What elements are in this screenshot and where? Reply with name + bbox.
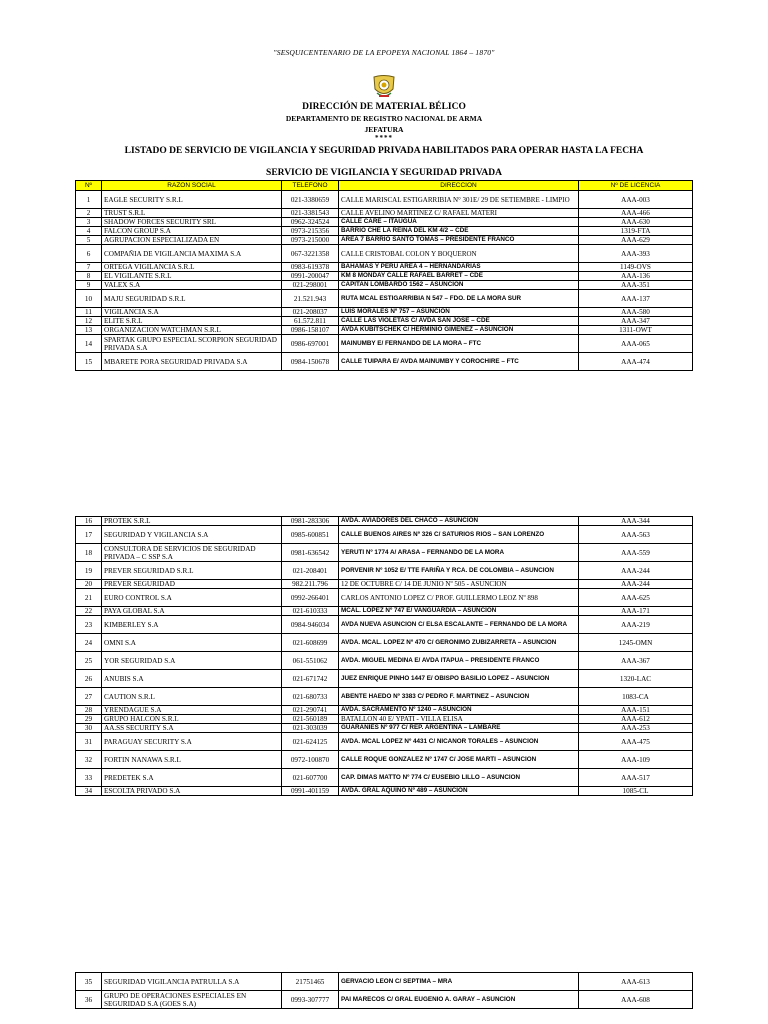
phone-cell: 982.211.796 [282, 580, 339, 589]
company-name-cell: GRUPO DE OPERACIONES ESPECIALES EN SEGURIDAD S.A (GOES S.A) [102, 991, 282, 1009]
license-number-cell: AAA-065 [579, 335, 693, 353]
column-header-phone: TELEFONO [282, 181, 339, 191]
table-row [76, 769, 693, 787]
address-cell: AREA 7 BARRIO SANTO TOMAS – PRESIDENTE FRANCO [339, 236, 579, 245]
company-name-cell: SEGURIDAD Y VIGILANCIA S.A [102, 526, 282, 544]
company-name-cell: MBARETE PORA SEGURIDAD PRIVADA S.A [102, 353, 282, 371]
company-name-cell: ORTEGA VIGILANCIA S.R.L [102, 263, 282, 272]
table-row [76, 670, 693, 688]
license-number-cell: 1083-CA [579, 688, 693, 706]
address-cell: CAP. DIMAS MATTO Nº 774 C/ EUSEBIO LILLO – ASUNCION [339, 769, 579, 787]
company-name-cell: PREVER SEGURIDAD S.R.L [102, 562, 282, 580]
table-row [76, 353, 693, 371]
phone-cell: 0984-946034 [282, 616, 339, 634]
company-name-cell: YOR SEGURIDAD S.A [102, 652, 282, 670]
phone-cell: 21.521.943 [282, 290, 339, 308]
address-cell: AVDA. SACRAMENTO Nº 1240 – ASUNCION [339, 706, 579, 715]
phone-cell: 0981-636542 [282, 544, 339, 562]
address-cell: CALLE MARISCAL ESTIGARRIBIA N° 301E/ 29 DE SETIEMBRE - LIMPIO [339, 191, 579, 209]
license-number-cell: AAA-630 [579, 218, 693, 227]
address-cell: AVDA. MCAL. LOPEZ Nº 470 C/ GERONIMO ZUBIZARRETA – ASUNCION [339, 634, 579, 652]
table-row [76, 191, 693, 209]
table-row [76, 973, 693, 991]
phone-cell: 0972-100870 [282, 751, 339, 769]
address-cell: PAI MARECOS C/ GRAL EUGENIO A. GARAY – ASUNCION [339, 991, 579, 1009]
company-name-cell: SPARTAK GRUPO ESPECIAL SCORPION SEGURIDAD PRIVADA S.A [102, 335, 282, 353]
company-name-cell: TRUST S.R.L [102, 209, 282, 218]
section-title: SERVICIO DE VIGILANCIA Y SEGURIDAD PRIVADA [266, 168, 502, 178]
company-name-cell: FORTIN NANAWA S.R.L [102, 751, 282, 769]
address-cell: AVDA KUBITSCHEK C/ HERMINIO GIMENEZ – ASUNCION [339, 326, 579, 335]
company-name-cell: ORGANIZACION WATCHMAN S.R.L [102, 326, 282, 335]
phone-cell: 0984-150678 [282, 353, 339, 371]
phone-cell: 021-303039 [282, 724, 339, 733]
row-number-cell: 26 [76, 670, 102, 688]
company-name-cell: VALEX S.A [102, 281, 282, 290]
row-number-cell: 14 [76, 335, 102, 353]
license-number-cell: AAA-244 [579, 580, 693, 589]
table-row [76, 706, 693, 715]
phone-cell: 021-607700 [282, 769, 339, 787]
address-cell: CALLE TUIPARA E/ AVDA MAINUMBY Y COROCHIRE – FTC [339, 353, 579, 371]
address-cell: AVDA NUEVA ASUNCION C/ ELSA ESCALANTE – FERNANDO DE LA MORA [339, 616, 579, 634]
table-row [76, 308, 693, 317]
address-cell: YERUTI Nº 1774 A/ ARASA – FERNANDO DE LA MORA [339, 544, 579, 562]
row-number-cell: 21 [76, 589, 102, 607]
table-row [76, 245, 693, 263]
address-cell: CALLE LAS VIOLETAS C/ AVDA SAN JOSE – CDE [339, 317, 579, 326]
license-number-cell: AAA-253 [579, 724, 693, 733]
license-number-cell: AAA-466 [579, 209, 693, 218]
table-row [76, 272, 693, 281]
table-row [76, 688, 693, 706]
license-number-cell: AAA-003 [579, 191, 693, 209]
license-number-cell: AAA-517 [579, 769, 693, 787]
phone-cell: 0962-324524 [282, 218, 339, 227]
phone-cell: 021-624125 [282, 733, 339, 751]
company-name-cell: SHADOW FORCES SECURITY SRL [102, 218, 282, 227]
address-cell: GERVACIO LEON C/ SEPTIMA – MRA [339, 973, 579, 991]
phone-cell: 0992-266401 [282, 589, 339, 607]
table-row [76, 733, 693, 751]
table-row [76, 607, 693, 616]
row-number-cell: 19 [76, 562, 102, 580]
row-number-cell: 23 [76, 616, 102, 634]
license-number-cell: 1245-OMN [579, 634, 693, 652]
stars-separator: **** [375, 134, 393, 142]
table-row [76, 209, 693, 218]
phone-cell: 61.572.811 [282, 317, 339, 326]
license-number-cell: AAA-219 [579, 616, 693, 634]
phone-cell: 0986-697001 [282, 335, 339, 353]
table-row [76, 526, 693, 544]
license-number-cell: AAA-580 [579, 308, 693, 317]
address-cell: JUEZ ENRIQUE PINHO 1447 E/ OBISPO BASILIO LOPEZ – ASUNCION [339, 670, 579, 688]
row-number-cell: 5 [76, 236, 102, 245]
company-name-cell: OMNI S.A [102, 634, 282, 652]
license-number-cell: AAA-137 [579, 290, 693, 308]
phone-cell: 021-208037 [282, 308, 339, 317]
address-cell: AVDA. GRAL AQUINO Nº 489 – ASUNCION [339, 787, 579, 796]
column-header-license-number: Nº DE LICENCIA [579, 181, 693, 191]
license-number-cell: AAA-613 [579, 973, 693, 991]
department-title: DEPARTAMENTO DE REGISTRO NACIONAL DE ARMA [285, 114, 483, 123]
address-cell: AVDA. AVIADORES DEL CHACO – ASUNCION [339, 517, 579, 526]
company-name-cell: PAYA GLOBAL S.A [102, 607, 282, 616]
license-number-cell: AAA-244 [579, 562, 693, 580]
address-cell: 12 DE OCTUBRE C/ 14 DE JUNIO Nº 505 - ASUNCION [339, 580, 579, 589]
company-name-cell: ESCOLTA PRIVADO S.A [102, 787, 282, 796]
license-number-cell: AAA-393 [579, 245, 693, 263]
phone-cell: 021-3380659 [282, 191, 339, 209]
phone-cell: 0981-283306 [282, 517, 339, 526]
address-cell: CALLE CRISTOBAL COLON Y BOQUERON [339, 245, 579, 263]
license-number-cell: 1319-FTA [579, 227, 693, 236]
address-cell: AVDA. MIGUEL MEDINA E/ AVDA ITAPUA – PRESIDENTE FRANCO [339, 652, 579, 670]
phone-cell: 0985-600851 [282, 526, 339, 544]
row-number-cell: 3 [76, 218, 102, 227]
company-name-cell: VIGILANCIA S.A [102, 308, 282, 317]
row-number-cell: 2 [76, 209, 102, 218]
row-number-cell: 13 [76, 326, 102, 335]
office-title: JEFATURA [364, 125, 404, 134]
company-name-cell: AGRUPACION ESPECIALIZADA EN [102, 236, 282, 245]
address-cell: BATALLON 40 E/ YPATI - VILLA ELISA [339, 715, 579, 724]
phone-cell: 021-290741 [282, 706, 339, 715]
license-number-cell: AAA-367 [579, 652, 693, 670]
license-number-cell: AAA-347 [579, 317, 693, 326]
company-name-cell: AA.SS SECURITY S.A [102, 724, 282, 733]
row-number-cell: 33 [76, 769, 102, 787]
row-number-cell: 17 [76, 526, 102, 544]
table-row [76, 715, 693, 724]
row-number-cell: 6 [76, 245, 102, 263]
company-name-cell: KIMBERLEY S.A [102, 616, 282, 634]
company-name-cell: PREVER SEGURIDAD [102, 580, 282, 589]
table-row [76, 562, 693, 580]
address-cell: PORVENIR Nº 1052 E/ TTE FARIÑA Y RCA. DE COLOMBIA – ASUNCION [339, 562, 579, 580]
column-header-row-number: Nº [76, 181, 102, 191]
phone-cell: 021-3381543 [282, 209, 339, 218]
license-number-cell: AAA-559 [579, 544, 693, 562]
table-row [76, 787, 693, 796]
row-number-cell: 11 [76, 308, 102, 317]
row-number-cell: 34 [76, 787, 102, 796]
row-number-cell: 8 [76, 272, 102, 281]
license-number-cell: AAA-612 [579, 715, 693, 724]
phone-cell: 0991-200047 [282, 272, 339, 281]
table-row [76, 580, 693, 589]
table-row [76, 227, 693, 236]
license-number-cell: AAA-151 [579, 706, 693, 715]
row-number-cell: 15 [76, 353, 102, 371]
company-name-cell: PROTEK S.R.L [102, 517, 282, 526]
license-number-cell: 1311-OWT [579, 326, 693, 335]
table-row [76, 634, 693, 652]
address-cell: CALLE ROQUE GONZALEZ Nº 1747 C/ JOSE MARTI – ASUNCION [339, 751, 579, 769]
license-number-cell: AAA-351 [579, 281, 693, 290]
address-cell: MCAL. LOPEZ Nº 747 E/ VANGUARDIA – ASUNCION [339, 607, 579, 616]
company-name-cell: YRENDAGUE S.A [102, 706, 282, 715]
row-number-cell: 35 [76, 973, 102, 991]
table-row [76, 751, 693, 769]
phone-cell: 021-610333 [282, 607, 339, 616]
table-row [76, 652, 693, 670]
phone-cell: 0973-215000 [282, 236, 339, 245]
phone-cell: 021-298001 [282, 281, 339, 290]
license-number-cell: AAA-474 [579, 353, 693, 371]
license-number-cell: AAA-563 [579, 526, 693, 544]
company-name-cell: SEGURIDAD VIGILANCIA PATRULLA S.A [102, 973, 282, 991]
license-number-cell: AAA-344 [579, 517, 693, 526]
phone-cell: 0986-158107 [282, 326, 339, 335]
address-cell: CALLE BUENOS AIRES Nº 326 C/ SATURIOS RIOS – SAN LORENZO [339, 526, 579, 544]
company-name-cell: GRUPO HALCON S.R.L [102, 715, 282, 724]
row-number-cell: 27 [76, 688, 102, 706]
license-number-cell: AAA-475 [579, 733, 693, 751]
company-name-cell: ANUBIS S.A [102, 670, 282, 688]
row-number-cell: 18 [76, 544, 102, 562]
license-number-cell: 1149-OVS [579, 263, 693, 272]
company-name-cell: CONSULTORA DE SERVICIOS DE SEGURIDAD PRIVADA – C SSP S.A [102, 544, 282, 562]
row-number-cell: 1 [76, 191, 102, 209]
row-number-cell: 31 [76, 733, 102, 751]
company-name-cell: ELITE S.R.L [102, 317, 282, 326]
table-row [76, 317, 693, 326]
row-number-cell: 36 [76, 991, 102, 1009]
row-number-cell: 32 [76, 751, 102, 769]
address-cell: CALLE CARE – ITAUGUA [339, 218, 579, 227]
license-number-cell: AAA-136 [579, 272, 693, 281]
row-number-cell: 4 [76, 227, 102, 236]
phone-cell: 061-551062 [282, 652, 339, 670]
address-cell: AVDA. MCAL LOPEZ Nº 4431 C/ NICANOR TORALES – ASUNCION [339, 733, 579, 751]
phone-cell: 021-208401 [282, 562, 339, 580]
company-name-cell: FALCON GROUP S.A [102, 227, 282, 236]
company-name-cell: EL VIGILANTE S.R.L [102, 272, 282, 281]
license-number-cell: 1085-CL [579, 787, 693, 796]
company-name-cell: MAJU SEGURIDAD S.R.L [102, 290, 282, 308]
table-row [76, 335, 693, 353]
phone-cell: 021-608699 [282, 634, 339, 652]
table-row [76, 724, 693, 733]
address-cell: CALLE AVELINO MARTINEZ C/ RAFAEL MATERI [339, 209, 579, 218]
phone-cell: 067-3221358 [282, 245, 339, 263]
list-title: LISTADO DE SERVICIO DE VIGILANCIA Y SEGURIDAD PRIVADA HABILITADOS PARA OPERAR HASTA LA FECHA [124, 146, 644, 156]
address-cell: GUARANIES Nº 977 C/ REP. ARGENTINA – LAMBARE [339, 724, 579, 733]
license-number-cell: AAA-629 [579, 236, 693, 245]
license-number-cell: AAA-625 [579, 589, 693, 607]
table-row [76, 281, 693, 290]
company-name-cell: PARAGUAY SECURITY S.A [102, 733, 282, 751]
phone-cell: 021-560189 [282, 715, 339, 724]
row-number-cell: 22 [76, 607, 102, 616]
table-row [76, 290, 693, 308]
table-row [76, 236, 693, 245]
row-number-cell: 25 [76, 652, 102, 670]
phone-cell: 0993-307777 [282, 991, 339, 1009]
phone-cell: 0983-619378 [282, 263, 339, 272]
licenses-table-part-1 [75, 180, 693, 371]
licenses-table-part-2 [75, 516, 693, 796]
address-cell: BARRIO CHE LA REINA DEL KM 4/2 – CDE [339, 227, 579, 236]
row-number-cell: 16 [76, 517, 102, 526]
license-number-cell: 1320-LAC [579, 670, 693, 688]
table-row [76, 263, 693, 272]
phone-cell: 0991-401159 [282, 787, 339, 796]
row-number-cell: 9 [76, 281, 102, 290]
column-header-address: DIRECCION [339, 181, 579, 191]
row-number-cell: 29 [76, 715, 102, 724]
phone-cell: 21751465 [282, 973, 339, 991]
row-number-cell: 20 [76, 580, 102, 589]
phone-cell: 021-680733 [282, 688, 339, 706]
company-name-cell: COMPAÑIA DE VIGILANCIA MAXIMA S.A [102, 245, 282, 263]
company-name-cell: PREDETEK S.A [102, 769, 282, 787]
licenses-table-part-3 [75, 972, 693, 1009]
table-row [76, 544, 693, 562]
table-row [76, 326, 693, 335]
address-cell: LUIS MORALES Nº 757 – ASUNCION [339, 308, 579, 317]
column-header-company-name: RAZON SOCIAL [102, 181, 282, 191]
address-cell: BAHAMAS Y PERU AREA 4 – HERNANDARIAS [339, 263, 579, 272]
company-name-cell: CAUTION S.R.L [102, 688, 282, 706]
license-number-cell: AAA-109 [579, 751, 693, 769]
company-name-cell: EAGLE SECURITY S.R.L [102, 191, 282, 209]
table-row [76, 991, 693, 1009]
row-number-cell: 24 [76, 634, 102, 652]
table-row [76, 616, 693, 634]
table-header-row [76, 181, 693, 191]
phone-cell: 0973-215356 [282, 227, 339, 236]
address-cell: MAINUMBY E/ FERNANDO DE LA MORA – FTC [339, 335, 579, 353]
address-cell: ABENTE HAEDO Nº 3383 C/ PEDRO F. MARTINEZ – ASUNCION [339, 688, 579, 706]
address-cell: CARLOS ANTONIO LOPEZ C/ PROF. GUILLERMO LEOZ Nº 898 [339, 589, 579, 607]
motto: "SESQUICENTENARIO DE LA EPOPEYA NACIONAL 1864 – 1870" [273, 48, 495, 57]
row-number-cell: 10 [76, 290, 102, 308]
table-row [76, 589, 693, 607]
table-row [76, 517, 693, 526]
row-number-cell: 12 [76, 317, 102, 326]
address-cell: RUTA MCAL ESTIGARRIBIA N 547 – FDO. DE LA MORA SUR [339, 290, 579, 308]
phone-cell: 021-671742 [282, 670, 339, 688]
company-name-cell: EURO CONTROL S.A [102, 589, 282, 607]
address-cell: CAPITAN LOMBARDO 1562 – ASUNCION [339, 281, 579, 290]
address-cell: KM 8 MONDAY CALLE RAFAEL BARRET – CDE [339, 272, 579, 281]
directorate-title: DIRECCIÓN DE MATERIAL BÉLICO [302, 102, 466, 112]
row-number-cell: 28 [76, 706, 102, 715]
table-row [76, 218, 693, 227]
coat-of-arms-icon [371, 74, 397, 100]
row-number-cell: 7 [76, 263, 102, 272]
license-number-cell: AAA-171 [579, 607, 693, 616]
license-number-cell: AAA-608 [579, 991, 693, 1009]
row-number-cell: 30 [76, 724, 102, 733]
